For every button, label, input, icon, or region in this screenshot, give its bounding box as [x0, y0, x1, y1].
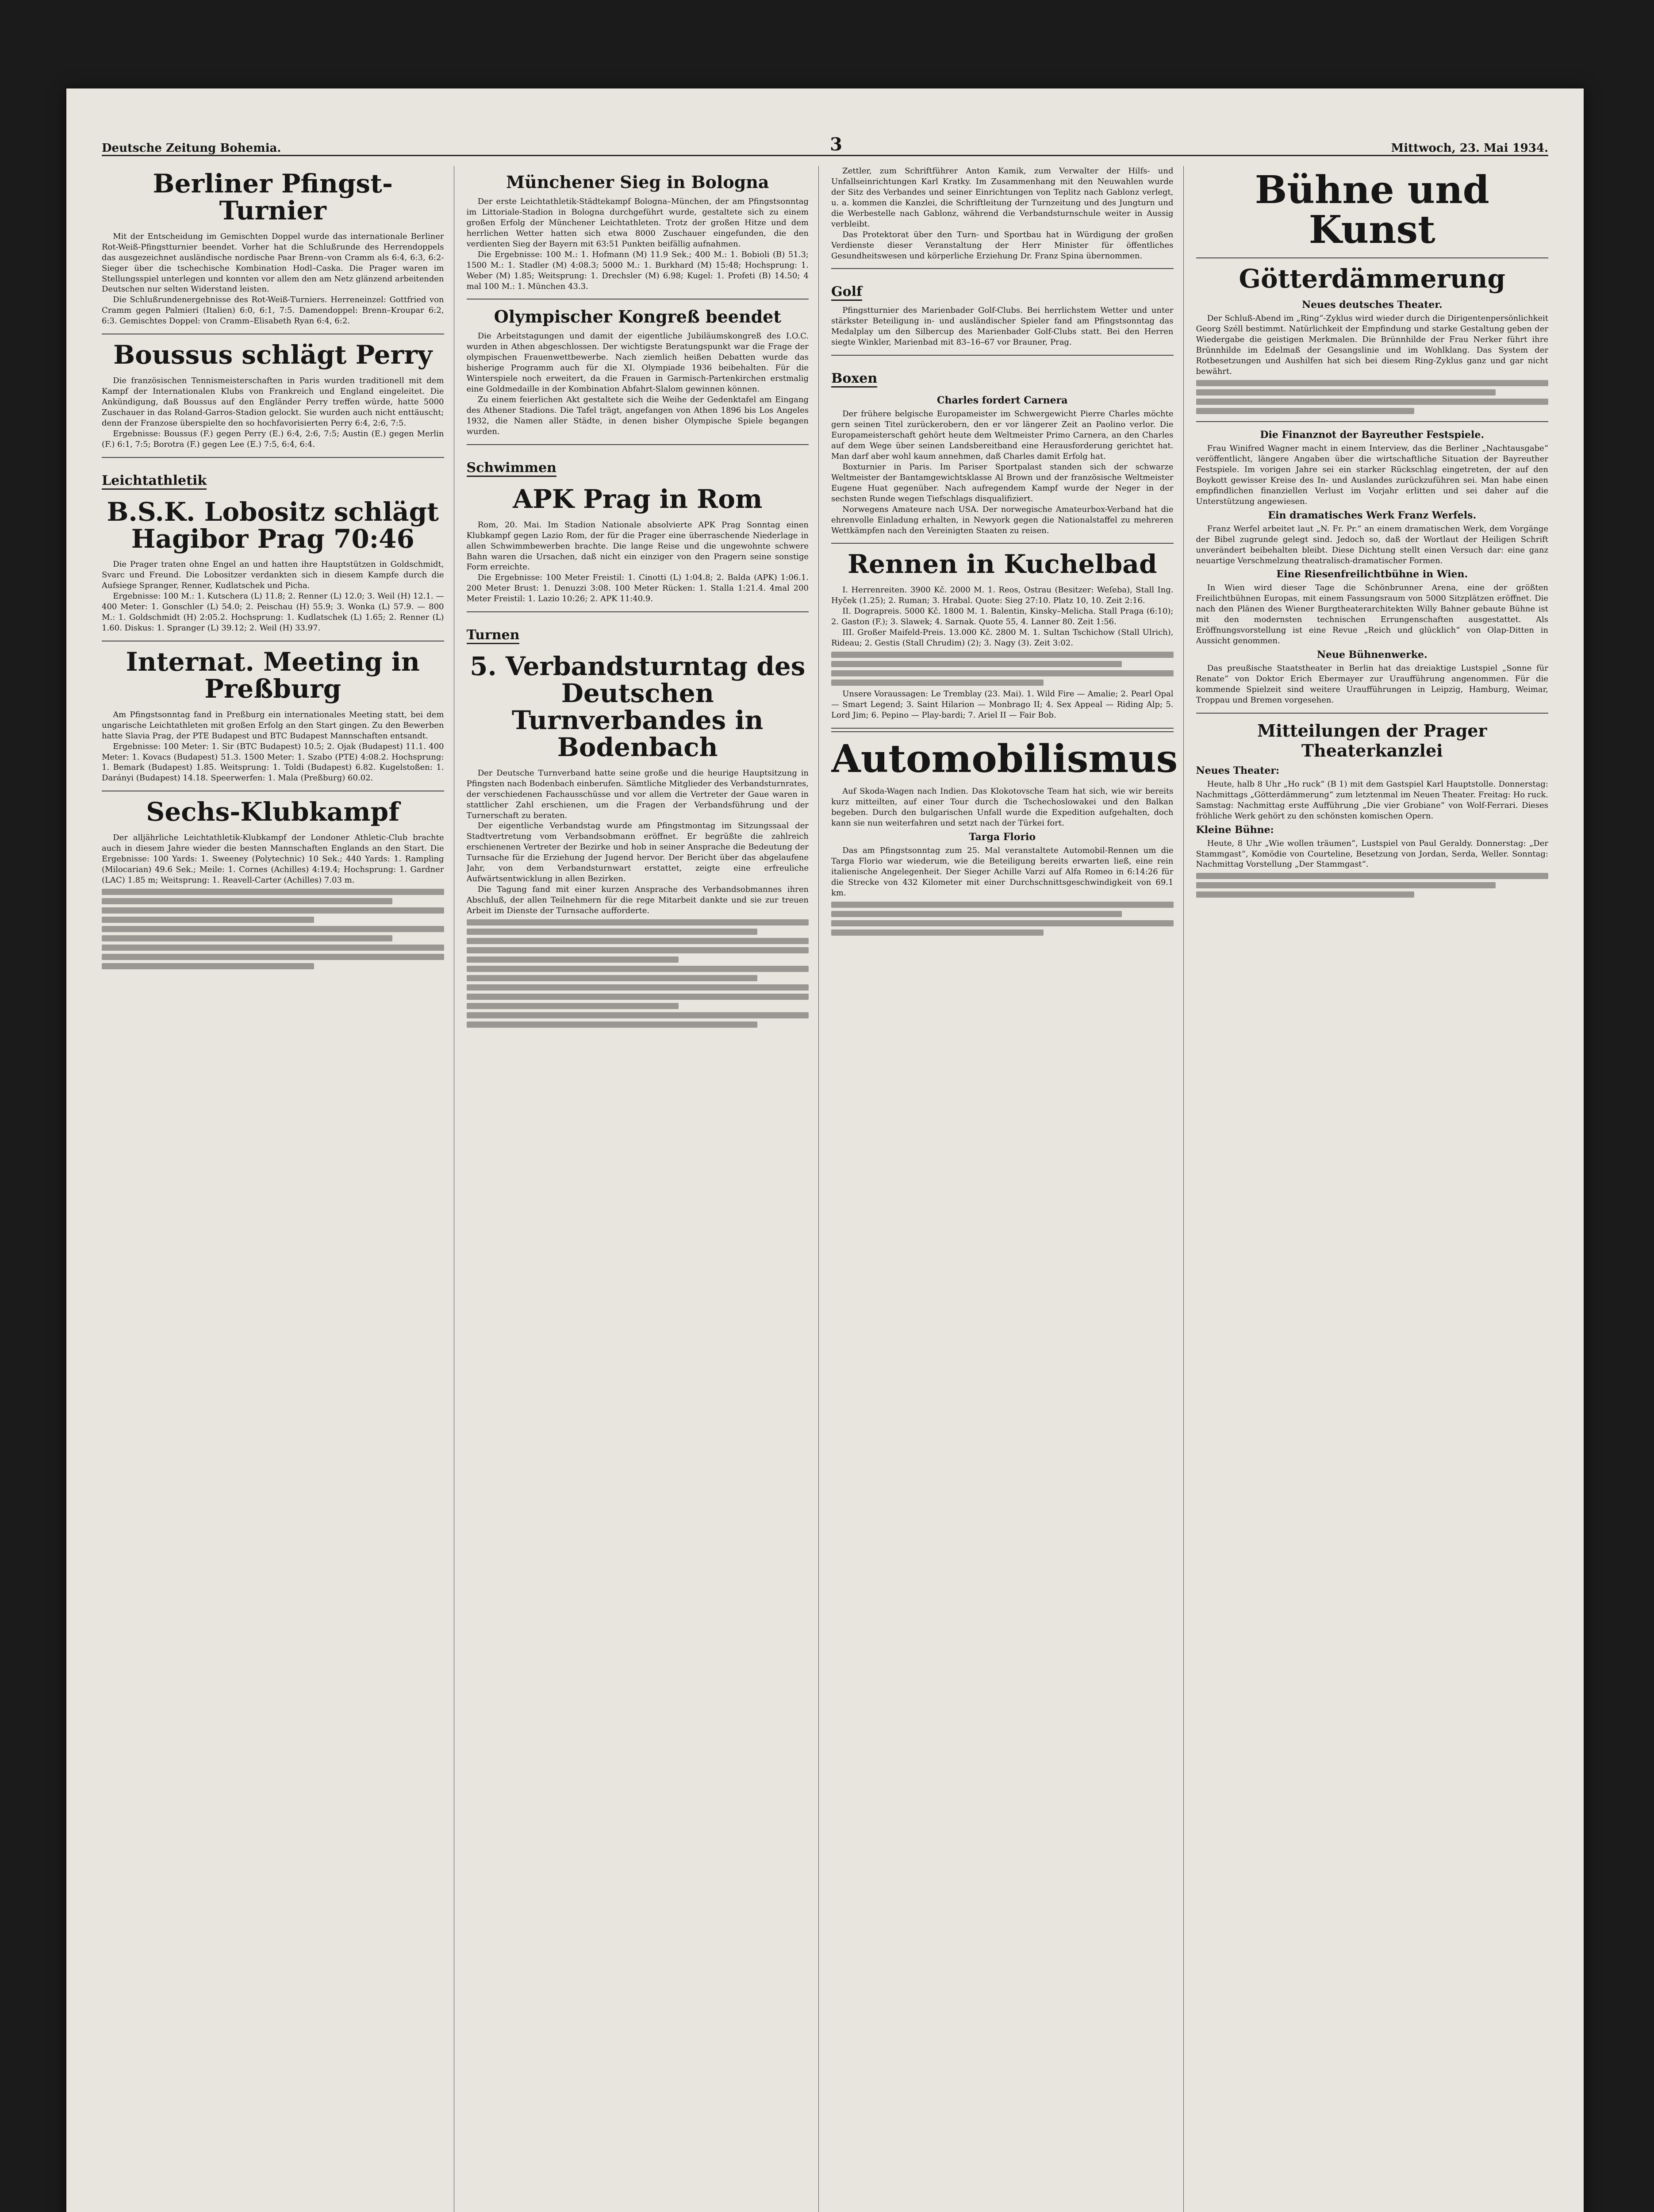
article-text: Das Protektorat über den Turn- und Sportbau hat in Würdigung der großen Verdienste dieser Veranstaltung der Herr Minister für öffentliches Gesundheitswesen und körperliche Erziehung Dr. Franz Spina übernommen. — [831, 230, 1174, 261]
text-line — [831, 902, 1174, 908]
text-line — [1196, 408, 1415, 414]
section-label-golf: Golf — [831, 284, 862, 301]
text-line — [102, 963, 314, 969]
divider — [102, 457, 444, 458]
text-line — [1196, 882, 1496, 888]
text-line — [467, 947, 809, 953]
text-line — [102, 917, 314, 923]
text-line — [831, 680, 1044, 686]
text-line — [467, 994, 809, 1000]
headline-freilichtbuehne: Eine Riesenfreilichtbühne in Wien. — [1276, 568, 1468, 580]
divider — [831, 728, 1174, 732]
headline-werfel: Ein dramatisches Werk Franz Werfels. — [1268, 509, 1477, 521]
article-text: Ergebnisse: Boussus (F.) gegen Perry (E.) 6:4, 2:6, 7:5; Austin (E.) gegen Merlin (F.) 6:1, 7:5; Borotra (F.) gegen Lee (E.) 7:5, 6:4, 6:4. — [102, 429, 444, 449]
article-text: Die Ergebnisse: 100 M.: 1. Hofmann (M) 11.9 Sek.; 400 M.: 1. Bobioli (B) 51.3; 1500 M.: 1. Stadler (M) 4:08.3; 5000 M.: 1. Burkhard (M) 15:48; Hochsprung: 1. Weber (M) 1.85; Weitsprung: 1. Drechsler (M) 6.98; Kugel: 1. Profeti (B) 14.50; 4 mal 100 M.: 1. München 43.3. — [466, 250, 809, 291]
headline-neue-buehnenwerke: Neue Bühnenwerke. — [1316, 649, 1428, 661]
column-1 — [102, 166, 454, 2212]
text-line — [467, 929, 757, 935]
text-line — [1196, 380, 1549, 386]
article-text: Die Ergebnisse: 100 Meter Freistil: 1. Cinotti (L) 1:04.8; 2. Balda (APK) 1:06.1. 200 Meter Brust: 1. Denuzzi 3:08. 100 Meter Rücken: 1. Stalla 1:21.4. 4mal 200 Meter Freistil: 1. Lazio 10:26; 2. APK 11:40.9. — [466, 573, 809, 604]
article-columns — [102, 166, 1548, 2212]
text-line — [102, 935, 392, 941]
text-line — [467, 984, 809, 991]
text-line — [1196, 389, 1496, 396]
issue-date: Mittwoch, 23. Mai 1934. — [1391, 142, 1548, 155]
text-line — [467, 966, 809, 972]
subheadline-neues-theater: Neues Theater: — [1196, 764, 1280, 776]
subheadline-theater: Neues deutsches Theater. — [1301, 299, 1443, 311]
article-text: II. Dograpreis. 5000 Kč. 1800 M. 1. Balentin, Kinsky–Melicha. Stall Praga (6:10); 2. Gaston (F.); 3. Slawek; 4. Sarnak. Quote 55, 4. Lanner 80. Zeit 1:56. — [831, 607, 1174, 627]
headline-boussus-perry: Boussus schlägt Perry — [113, 340, 433, 370]
article-text: Der alljährliche Leichtathletik-Klubkampf der Londoner Athletic-Club brachte auch in diesem Jahre wieder die besten Mannschaften Englands an den Start. Die Ergebnisse: 100 Yards: 1. Sweeney (Polytechnic) 10 Sek.; 440 Yards: 1. Rampling (Milocarian) 49.6 Sek.; Meile: 1. Cornes (Achilles) 4:19.4; Hochsprung: 1. Gardner (LAC) 1.85 m; Weitsprung: 1. Reavell-Carter (Achilles) 7.03 m. — [102, 833, 444, 885]
headline-sechs-klubkampf: Sechs-Klubkampf — [146, 797, 400, 827]
masthead — [102, 115, 1548, 156]
text-line — [831, 652, 1174, 658]
newspaper-page — [66, 88, 1584, 2212]
divider — [1196, 257, 1549, 258]
divider — [831, 543, 1174, 544]
headline-muenchener-sieg: Münchener Sieg in Bologna — [506, 172, 769, 192]
article-text: Der eigentliche Verbandstag wurde am Pfingstmontag im Sitzungssaal der Stadtvertretung vom Verbandsobmann eröffnet. Er begrüßte die zahlreich erschienenen Vertreter der Bezirke und hob in seiner Ansprache die Bedeutung der Turnsache für die Erziehung der Jugend hervor. Der Bericht über das abgelaufene Jahr, von dem Verbandsturnwart erstattet, zeigte eine erfreuliche Aufwärtsentwicklung in allen Bezirken. — [466, 821, 809, 884]
article-text: I. Herrenreiten. 3900 Kč. 2000 M. 1. Reos, Ostrau (Besitzer: Weſeba), Stall Ing. Hyček (1.25); 2. Ruman; 3. Hrabal. Quote: Sieg 27:10. Platz 10, 10. Zeit 2:16. — [831, 585, 1174, 606]
article-text: Franz Werfel arbeitet laut „N. Fr. Pr.“ an einem dramatischen Werk, dem Vorgänge der Bibel zugrunde gelegt sind. Jedoch so, daß der Wortlaut der Heiligen Schrift unverändert beibehalten bleibt. Diese Dichtung stellt einen Versuch dar: eine ganz neuartige Verschmelzung theatralisch-dramatischer Formen. — [1196, 524, 1548, 565]
text-line — [831, 911, 1122, 917]
headline-apk-prag-rom: APK Prag in Rom — [513, 484, 763, 514]
article-text: Die Tagung fand mit einer kurzen Ansprache des Verbandsobmannes ihren Abschluß, der allen Teilnehmern für die rege Mitarbeit dankte und sie zur treuen Arbeit im Dienste der Turnsache aufforderte. — [466, 885, 809, 915]
text-line — [102, 954, 444, 960]
subheadline-kleine-buehne: Kleine Bühne: — [1196, 824, 1274, 836]
article-text: Heute, halb 8 Uhr „Ho ruck“ (B 1) mit dem Gastspiel Karl Hauptstolle. Donnerstag: Nachmittags „Götterdämmerung“ zum letztenmal im Neuen Theater. Freitag: Ho ruck. Samstag: Nachmittag erste Aufführung „Die vier Grobiane“ von Wolf-Ferrari. Dieses fröhliche Werk gehört zu den schönsten komischen Opern. — [1196, 779, 1548, 821]
article-text: Am Pfingstsonntag fand in Preßburg ein internationales Meeting statt, bei dem ungarische Leichtathleten mit großen Erfolg an den Start gingen. Zu den Bewerben hatte Slavia Prag, der PTE Budapest und BTC Budapest Mannschaften entsandt. — [102, 710, 444, 741]
divider — [1196, 713, 1549, 714]
article-text: Auf Skoda-Wagen nach Indien. Das Klokotovsche Team hat sich, wie wir bereits kurz mitteilten, auf einer Tour durch die Tschechoslowakei und den Balkan begeben. Durch den bulgarischen Unfall wurde die Expedition aufgehalten, doch kann sie nun weiterfahren und setzt nach der Türkei fort. — [831, 787, 1174, 828]
text-line — [102, 898, 392, 904]
article-text: Die Schlußrundenergebnisse des Rot-Weiß-Turniers. Herreneinzel: Gottfried von Cramm gegen Palmieri (Italien) 6:0, 6:1, 7:5. Damendoppel: Brenn–Kroupar 6:2, 6:3. Gemischtes Doppel: von Cramm–Elisabeth Ryan 6:4, 6:2. — [102, 295, 444, 326]
column-4 — [1196, 166, 1549, 2212]
article-text: Pfingstturnier des Marienbader Golf-Clubs. Bei herrlichstem Wetter und unter stärkster Beteiligung in- und ausländischer Spieler fand am Pfingstsonntag das Medalplay um den Silbercup des Marienbader Golf-Clubs statt. Bei den Herren siegte Winkler, Marienbad mit 83–16–67 vor Brauner, Prag. — [831, 306, 1174, 347]
article-text: Ergebnisse: 100 M.: 1. Kutschera (L) 11.8; 2. Renner (L) 12.0; 3. Weil (H) 12.1. — 400 Meter: 1. Gonschler (L) 54.0; 2. Peischau (H) 55.9; 3. Wonka (L) 57.9. — 800 M.: 1. Goldschmidt (H) 2:05.2. Hochsprung: 1. Kudlatschek (L) 1.65; 2. Renner (L) 1.60. Diskus: 1. Spranger (L) 39.12; 2. Weil (H) 33.97. — [102, 591, 444, 633]
headline-bsk-lobositz: B.S.K. Lobositz schlägt Hagibor Prag 70:46 — [107, 496, 439, 554]
headline-berliner-pfingst-turnier: Berliner Pfingst-Turnier — [153, 169, 393, 226]
article-text: III. Großer Maifeld-Preis. 13.000 Kč. 2800 M. 1. Sultan Tschichow (Stall Ulrich), Rideau; 2. Gestis (Stall Chrudim) (2); 3. Nagy (3). Zeit 3:02. — [831, 628, 1174, 648]
article-text: Zettler, zum Schriftführer Anton Kamik, zum Verwalter der Hilfs- und Unfallseinrichtungen Karl Kratky. Im Zusammenhang mit den Neuwahlen wurde der Sitz des Verbandes und seiner Einrichtungen von Teplitz nach Gablonz verlegt, u. a. kommen die Kanzlei, die Schriftleitung der Turnzeitung und des Jungturn und die Werbestelle nach Gablonz, während die Verbandsturnschule weiter in Aussig verbleibt. — [831, 166, 1174, 229]
article-text: Rom, 20. Mai. Im Stadion Nationale absolvierte APK Prag Sonntag einen Klubkampf gegen Lazio Rom, der für die Prager eine überraschende Niederlage in allen Schwimmbewerben brachte. Die lange Reise und die ungewohnte schwere Bahn waren die Ursachen, daß nicht ein einziger von den Pragern seine sonstige Form erreichte. — [466, 520, 809, 572]
headline-internat-meeting: Internat. Meeting in Preßburg — [126, 647, 420, 704]
text-line — [467, 1003, 679, 1009]
text-line — [831, 670, 1174, 676]
headline-verbandsturntag: 5. Verbandsturntag des Deutschen Turnverbandes in Bodenbach — [470, 651, 806, 762]
article-text: Das am Pfingstsonntag zum 25. Mal veranstaltete Automobil-Rennen um die Targa Florio war wiederum, wie die Beteiligung bereits erwarten ließ, eine rein italienische Angelegenheit. Der Sieger Achille Varzi auf Alfa Romeo in 6:14:26 für die Strecke von 432 Kilometer mit einer Durchschnittsgeschwindigkeit von 69.1 km. — [831, 845, 1174, 898]
article-text: Norwegens Amateure nach USA. Der norwegische Amateurbox-Verband hat die ehrenvolle Einladung erhalten, in Newyork gegen die Nationalstaffel zu mehreren Wettkämpfen nach den Vereinigten Staaten zu reisen. — [831, 504, 1174, 535]
article-text: Boxturnier in Paris. Im Pariser Sportpalast standen sich der schwarze Weltmeister der Bantamgewichtsklasse Al Brown und der französische Weltmeister Eugene Huat gegenüber. Nach aufregendem Kampf wurde der Neger in der sechsten Runde wegen Tiefschlags disqualifiziert. — [831, 462, 1174, 503]
headline-rennen-kuchelbad: Rennen in Kuchelbad — [847, 549, 1157, 580]
section-label-leichtathletik: Leichtathletik — [102, 473, 207, 490]
text-line — [831, 920, 1174, 926]
article-text: Der Schluß-Abend im „Ring“-Zyklus wird wieder durch die Dirigentenpersönlichkeit Georg Széll bestimmt. Natürlichkeit der Empfindung und starke Gestaltung geben der Wiedergabe die geistigen Merkmalen. Die Brünnhilde der Frau Nerker führt ihre Brünnhilde im Edelmaß der Gesangslinie und im Wohlklang. Das System der Rotbesetzungen und Aushilfen hat sich bei diesem Ring-Zyklus ganz und gar nicht bewährt. — [1196, 314, 1548, 376]
article-text: Unsere Voraussagen: Le Tremblay (23. Mai). 1. Wild Fire — Amalie; 2. Pearl Opal — Smart Legend; 3. Saint Hilarion — Monbrago II; 4. Sex Appeal — Riding Alp; 5. Lord Jim; 6. Pepino — Play-bardi; 7. Ariel II — Fair Bob. — [831, 689, 1174, 720]
article-text: Frau Winifred Wagner macht in einem Interview, das die Berliner „Nachtausgabe“ veröffentlicht, längere Angaben über die wirtschaftliche Situation der Bayreuther Festspiele. Im vorigen Jahre sei ein starker Rückschlag eingetreten, der auf den Boykott gewisser Kreise des In- und Auslandes zurückzuführen sei. Man habe einen empfindlichen finanziellen Verlust im Vorjahr erlitten und sei daher auf die Unterstützung angewiesen. — [1196, 444, 1548, 506]
text-line — [1196, 399, 1549, 405]
text-line — [467, 938, 809, 944]
headline-charles-carnera: Charles fordert Carnera — [937, 395, 1068, 407]
headline-automobilismus: Automobilismus — [831, 736, 1178, 781]
headline-goetterdaemmerung: Götterdämmerung — [1239, 263, 1505, 294]
divider — [467, 299, 809, 300]
section-label-boxen: Boxen — [831, 371, 877, 388]
text-line — [831, 929, 1044, 936]
paper-name: Deutsche Zeitung Bohemia. — [102, 142, 281, 155]
column-2 — [467, 166, 819, 2212]
text-line — [467, 975, 757, 981]
article-text: Die Prager traten ohne Engel an und hatten ihre Hauptstützen in Goldschmidt, Svarc und Freund. Die Lobositzer verdankten sich in diesem Kampfe durch die Aufsiege Spranger, Renner, Kudlatschek und Picha. — [102, 560, 444, 591]
headline-theaterkanzlei: Mitteilungen der Prager Theaterkanzlei — [1257, 720, 1487, 760]
divider — [831, 355, 1174, 356]
article-text: Der Deutsche Turnverband hatte seine große und die heurige Hauptsitzung in Pfingsten nach Bodenbach einberufen. Sämtliche Mitglieder des Verbandsturnrates, der verschiedenen Fachausschüsse und vor allem die Vertreter der Gaue waren in stattlicher Zahl erschienen, um die Fragen der Verbandsführung und der Turnerschaft zu beraten. — [466, 768, 809, 820]
headline-targa-florio: Targa Florio — [969, 831, 1036, 843]
text-line — [467, 919, 809, 926]
divider — [831, 268, 1174, 269]
text-line — [831, 661, 1122, 667]
headline-bayreuth: Die Finanznot der Bayreuther Festspiele. — [1260, 429, 1485, 441]
text-line — [467, 956, 679, 963]
article-text: Die französischen Tennismeisterschaften in Paris wurden traditionell mit dem Kampf der Internationalen Klubs von Frankreich und England eingeleitet. Die Ankündigung, daß Boussus auf den Engländer Perry treffen würde, hatte 5000 Zuschauer in das Roland-Garros-Stadion gelockt. Sie wurden auch nicht enttäuscht; denn der Franzose überspielte den so hochfavorisierten Perry 6:4, 2:6, 7:5. — [102, 376, 444, 428]
article-text: Zu einem feierlichen Akt gestaltete sich die Weihe der Gedenktafel am Eingang des Athener Stadions. Die Tafel trägt, angefangen von Athen 1896 bis Los Angeles 1932, die Namen aller Städte, in denen bisher Olympische Spiele begangen wurden. — [466, 395, 809, 436]
article-text: Der frühere belgische Europameister im Schwergewicht Pierre Charles möchte gern seinen Titel zurückerobern, den er vor längerer Zeit an Paolino verlor. Die Europameisterschaft gehört heute dem Weltmeister Primo Carnera, an den Charles auf dem Wege über seinen Landsbereitband eine Herausforderung gerichtet hat. Man darf aber wohl kaum annehmen, daß Charles damit Erfolg hat. — [831, 409, 1174, 461]
divider — [467, 444, 809, 445]
text-line — [467, 1022, 757, 1028]
divider — [467, 611, 809, 612]
headline-buehne-und-kunst: Bühne und Kunst — [1255, 168, 1489, 253]
text-line — [102, 926, 444, 932]
text-line — [467, 1012, 809, 1018]
divider — [1196, 421, 1549, 422]
section-label-schwimmen: Schwimmen — [467, 460, 556, 477]
headline-olympischer-kongress: Olympischer Kongreß beendet — [494, 307, 781, 327]
text-line — [102, 889, 444, 895]
article-text: Heute, 8 Uhr „Wie wollen träumen“, Lustspiel von Paul Geraldy. Donnerstag: „Der Stammgast“, Komödie von Courteline, Besetzung von Jordan, Serda, Weller. Sonntag: Nachmittag Vorstellung „Der Stammgast“. — [1196, 838, 1548, 869]
article-text: Die Arbeitstagungen und damit der eigentliche Jubiläumskongreß des I.O.C. wurden in Athen abgeschlossen. Der wichtigste Beratungspunkt war die Frage der olympischen Frauenwettbewerbe. Nach ziemlich heißen Debatten wurde das bisherige Programm auch für die XI. Olympiade 1936 beibehalten. Für die Winterspiele noch erweitert, da die Frauen in Garmisch-Partenkirchen erstmalig eine Goldmedaille in der Kombination Abfahrt-Slalom gewinnen können. — [466, 331, 809, 394]
article-text: Das preußische Staatstheater in Berlin hat das dreiaktige Lustspiel „Sonne für Renate“ von Doktor Erich Ebermayer zur Uraufführung angenommen. Für die kommende Spielzeit sind weitere Uraufführungen in Leipzig, Hamburg, Weimar, Troppau und Bremen vorgesehen. — [1196, 664, 1548, 705]
article-text: In Wien wird dieser Tage die Schönbrunner Arena, eine der größten Freilichtbühnen Europas, mit einem Fassungsraum von 5000 Sitzplätzen eröffnet. Die nach den Plänen des Wiener Burgtheaterarchitekten Willy Bahner gebaute Bühne ist mit den modernsten technischen Errungenschaften ausgestattet. Als Eröffnungsvorstellung ist eine Revue „Reich und glücklich“ von Olap-Ditten in Aussicht genommen. — [1196, 583, 1548, 646]
section-label-turnen: Turnen — [467, 627, 520, 644]
article-text: Mit der Entscheidung im Gemischten Doppel wurde das internationale Berliner Rot-Weiß-Pfingstturnier beendet. Vorher hat die Schlußrunde des Herrendoppels das ausgezeichnet ausländische nordische Paar Brenn–von Cramm als 6:4, 6:3, 6:2-Sieger über die tschechische Kombination Hodl–Caska. Die Prager waren im Stellungsspiel unterlegen und konnten vor allem den am Netz glänzend arbeitenden Deutschen nur selten Widerstand leisten. — [102, 231, 444, 294]
text-line — [1196, 891, 1415, 898]
text-line — [102, 945, 444, 951]
page-number: 3 — [830, 134, 842, 155]
text-line — [102, 907, 444, 914]
article-text: Der erste Leichtathletik-Städtekampf Bologna–München, der am Pfingstsonntag im Littoriale-Stadion in Bologna durchgeführt wurde, gestaltete sich zu einem großen Erfolg der Münchener Leichtathleten. Trotz der großen Hitze und dem herrlichen Wetter hatten sich etwa 8000 Zuschauer eingefunden, die den verdienten Sieg der Bayern mit 63:51 Punkten beifällig aufnahmen. — [466, 197, 809, 249]
article-text: Ergebnisse: 100 Meter: 1. Sir (BTC Budapest) 10.5; 2. Ojak (Budapest) 11.1. 400 Meter: 1. Kovacs (Budapest) 51.3. 1500 Meter: 1. Szabo (PTE) 4:08.2. Hochsprung: 1. Bemark (Budapest) 1.85. Weitsprung: 1. Toldi (Budapest) 6.82. Kugelstoßen: 1. Darányi (Budapest) 14.18. Speerwerfen: 1. Mala (Preßburg) 60.02. — [102, 741, 444, 783]
column-3 — [831, 166, 1184, 2212]
text-line — [1196, 873, 1549, 879]
